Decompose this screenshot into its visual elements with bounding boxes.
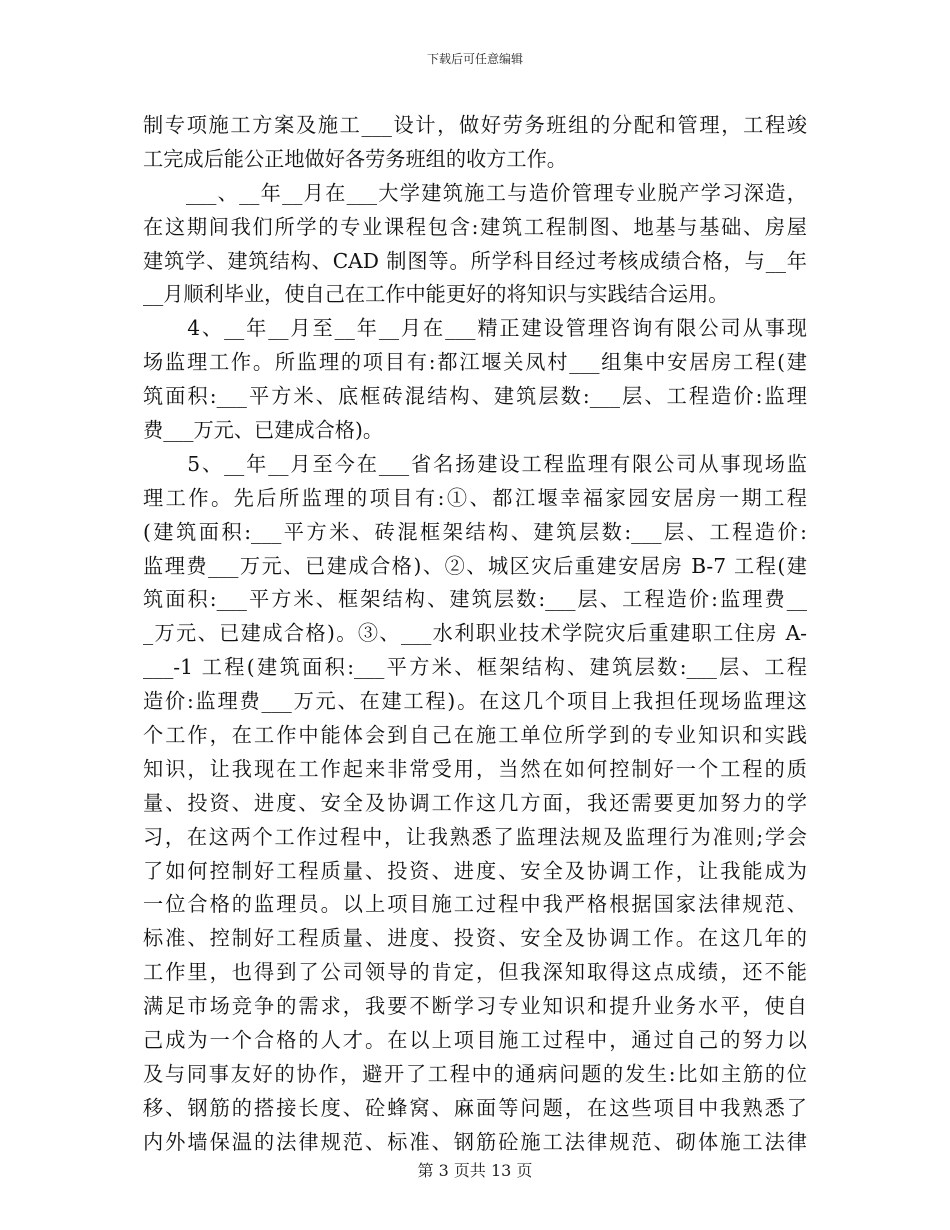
text-line: 建筑学、建筑结构、CAD 制图等。所学科目经过考核成绩合格，与__年 bbox=[143, 248, 807, 273]
text-line: 移、钢筋的搭接长度、砼蜂窝、麻面等问题，在这些项目中我熟悉了 bbox=[143, 1095, 807, 1120]
text-line: 工作里，也得到了公司领导的肯定，但我深知取得这点成绩，还不能 bbox=[143, 960, 807, 985]
text-line: 费___万元、已建成合格)。 bbox=[143, 418, 384, 443]
page-number: 第 3 页共 13 页 bbox=[417, 1161, 533, 1180]
text-line: 满足市场竞争的需求，我要不断学习专业知识和提升业务水平，使自 bbox=[143, 994, 807, 1019]
text-line: ___、__年__月在___大学建筑施工与造价管理专业脱产学习深造， bbox=[143, 180, 807, 205]
text-line: (建筑面积:___平方米、砖混框架结构、建筑层数:___层、工程造价: bbox=[143, 519, 807, 544]
text-line: 内外墙保温的法律规范、标准、钢筋砼施工法律规范、砌体施工法律 bbox=[143, 1129, 807, 1154]
text-line: 量、投资、进度、安全及协调工作这几方面，我还需要更加努力的学 bbox=[143, 790, 807, 815]
text-line: 筑面积:___平方米、底框砖混结构、建筑层数:___层、工程造价:监理 bbox=[143, 384, 807, 409]
text-line: 在这期间我们所学的专业课程包含:建筑工程制图、地基与基础、房屋 bbox=[143, 214, 807, 239]
text-line: 了如何控制好工程质量、投资、进度、安全及协调工作，让我能成为 bbox=[143, 858, 807, 883]
text-line: _万元、已建成合格)。③、___水利职业技术学院灾后重建职工住房 A- bbox=[143, 621, 807, 646]
text-line: ___-1 工程(建筑面积:___平方米、框架结构、建筑层数:___层、工程 bbox=[143, 655, 807, 680]
page-header-note: 下载后可任意编辑 bbox=[426, 52, 523, 66]
text-line: 筑面积:___平方米、框架结构、建筑层数:___层、工程造价:监理费__ bbox=[143, 587, 807, 612]
text-line: 一位合格的监理员。以上项目施工过程中我严格根据国家法律规范、 bbox=[143, 892, 807, 917]
text-line: 5、__年__月至今在___省名扬建设工程监理有限公司从事现场监 bbox=[143, 451, 807, 476]
text-line: 知识，让我现在工作起来非常受用，当然在如何控制好一个工程的质 bbox=[143, 756, 807, 781]
text-line: 监理费___万元、已建成合格)、②、城区灾后重建安居房 B-7 工程(建 bbox=[143, 553, 807, 578]
text-line: 造价:监理费___万元、在建工程)。在这几个项目上我担任现场监理这 bbox=[143, 689, 807, 714]
text-line: 及与同事友好的协作，避开了工程中的通病问题的发生:比如主筋的位 bbox=[143, 1061, 807, 1086]
text-line: 理工作。先后所监理的项目有:①、都江堰幸福家园安居房一期工程 bbox=[143, 485, 807, 510]
text-line: __月顺利毕业，使自己在工作中能更好的将知识与实践结合运用。 bbox=[143, 282, 729, 307]
text-line: 标准、控制好工程质量、进度、投资、安全及协调工作。在这几年的 bbox=[143, 926, 807, 951]
text-line: 己成为一个合格的人才。在以上项目施工过程中，通过自己的努力以 bbox=[143, 1028, 807, 1053]
document-body bbox=[143, 109, 807, 1160]
text-line: 制专项施工方案及施工___设计，做好劳务班组的分配和管理，工程竣 bbox=[143, 113, 807, 137]
text-line: 4、__年__月至__年__月在___精正建设管理咨询有限公司从事现 bbox=[143, 316, 807, 341]
text-line: 个工作，在工作中能体会到自己在施工单位所学到的专业知识和实践 bbox=[143, 723, 807, 748]
text-line: 习，在这两个工作过程中，让我熟悉了监理法规及监理行为准则;学会 bbox=[143, 824, 807, 849]
text-line: 场监理工作。所监理的项目有:都江堰关凤村___组集中安居房工程(建 bbox=[143, 350, 807, 375]
text-line: 工完成后能公正地做好各劳务班组的收方工作。 bbox=[143, 146, 567, 171]
